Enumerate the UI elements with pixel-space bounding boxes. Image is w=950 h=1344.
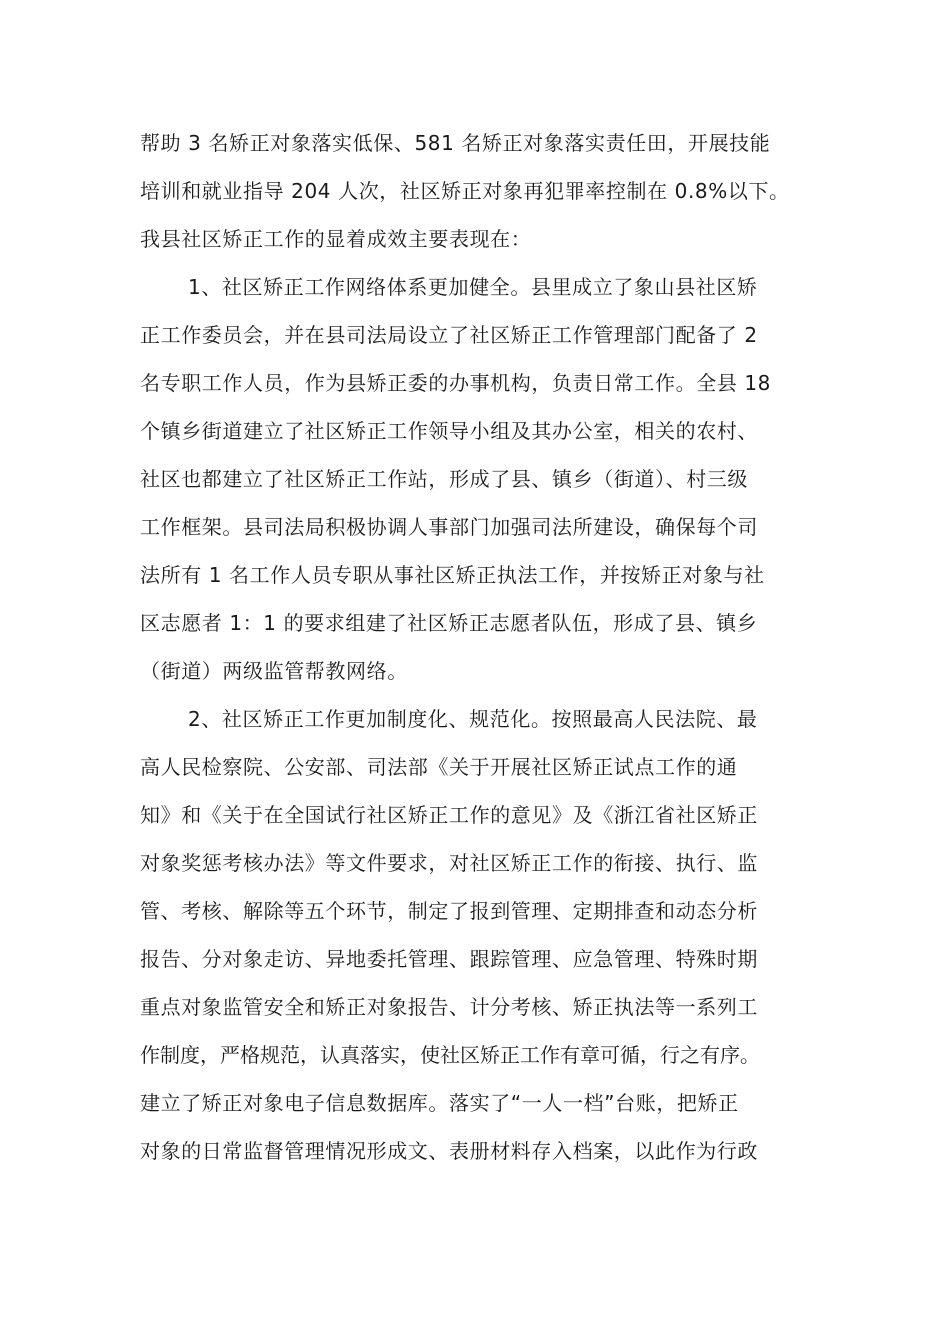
text-line: 知》和《关于在全国试行社区矫正工作的意见》及《浙江省社区矫正 bbox=[140, 803, 758, 827]
text-line: （街道）两级监管帮教网络。 bbox=[140, 659, 408, 683]
text-line: 个镇乡街道建立了社区矫正工作领导小组及其办公室，相关的农村、 bbox=[140, 419, 758, 443]
paragraph-1-first-line: 1、社区矫正工作网络体系更加健全。县里成立了象山县社区矫 bbox=[188, 275, 758, 299]
text-line: 培训和就业指导 204 人次，社区矫正对象再犯罪率控制在 0.8%以下。 bbox=[140, 179, 790, 203]
text-line: 正工作委员会，并在县司法局设立了社区矫正工作管理部门配备了 2 bbox=[140, 323, 758, 347]
text-line: 作制度，严格规范，认真落实，使社区矫正工作有章可循，行之有序。 bbox=[140, 1043, 760, 1067]
text-line: 帮助 3 名矫正对象落实低保、581 名矫正对象落实责任田，开展技能 bbox=[140, 131, 771, 155]
text-line: 高人民检察院、公安部、司法部《关于开展社区矫正试点工作的通 bbox=[140, 755, 738, 779]
text-line: 工作框架。县司法局积极协调人事部门加强司法所建设，确保每个司 bbox=[140, 515, 758, 539]
text-line: 区志愿者 1：1 的要求组建了社区矫正志愿者队伍，形成了县、镇乡 bbox=[140, 611, 758, 635]
text-line: 名专职工作人员，作为县矫正委的办事机构，负责日常工作。全县 18 bbox=[140, 371, 772, 395]
text-line: 法所有 1 名工作人员专职从事社区矫正执法工作，并按矫正对象与社 bbox=[140, 563, 765, 587]
text-line: 社区也都建立了社区矫正工作站，形成了县、镇乡（街道）、村三级 bbox=[140, 467, 748, 491]
text-line: 对象奖惩考核办法》等文件要求，对社区矫正工作的衔接、执行、监 bbox=[140, 851, 758, 875]
paragraph-2-first-line: 2、社区矫正工作更加制度化、规范化。按照最高人民法院、最 bbox=[188, 707, 758, 731]
text-line: 管、考核、解除等五个环节，制定了报到管理、定期排查和动态分析 bbox=[140, 899, 758, 923]
text-line: 重点对象监管安全和矫正对象报告、计分考核、矫正执法等一系列工 bbox=[140, 995, 758, 1019]
text-line: 报告、分对象走访、异地委托管理、跟踪管理、应急管理、特殊时期 bbox=[140, 947, 758, 971]
body-text bbox=[140, 119, 840, 1175]
text-line: 对象的日常监督管理情况形成文、表册材料存入档案，以此作为行政 bbox=[140, 1139, 758, 1163]
text-line: 我县社区矫正工作的显着成效主要表现在： bbox=[140, 227, 532, 251]
text-line: 建立了矫正对象电子信息数据库。落实了“一人一档”台账，把矫正 bbox=[140, 1091, 739, 1115]
